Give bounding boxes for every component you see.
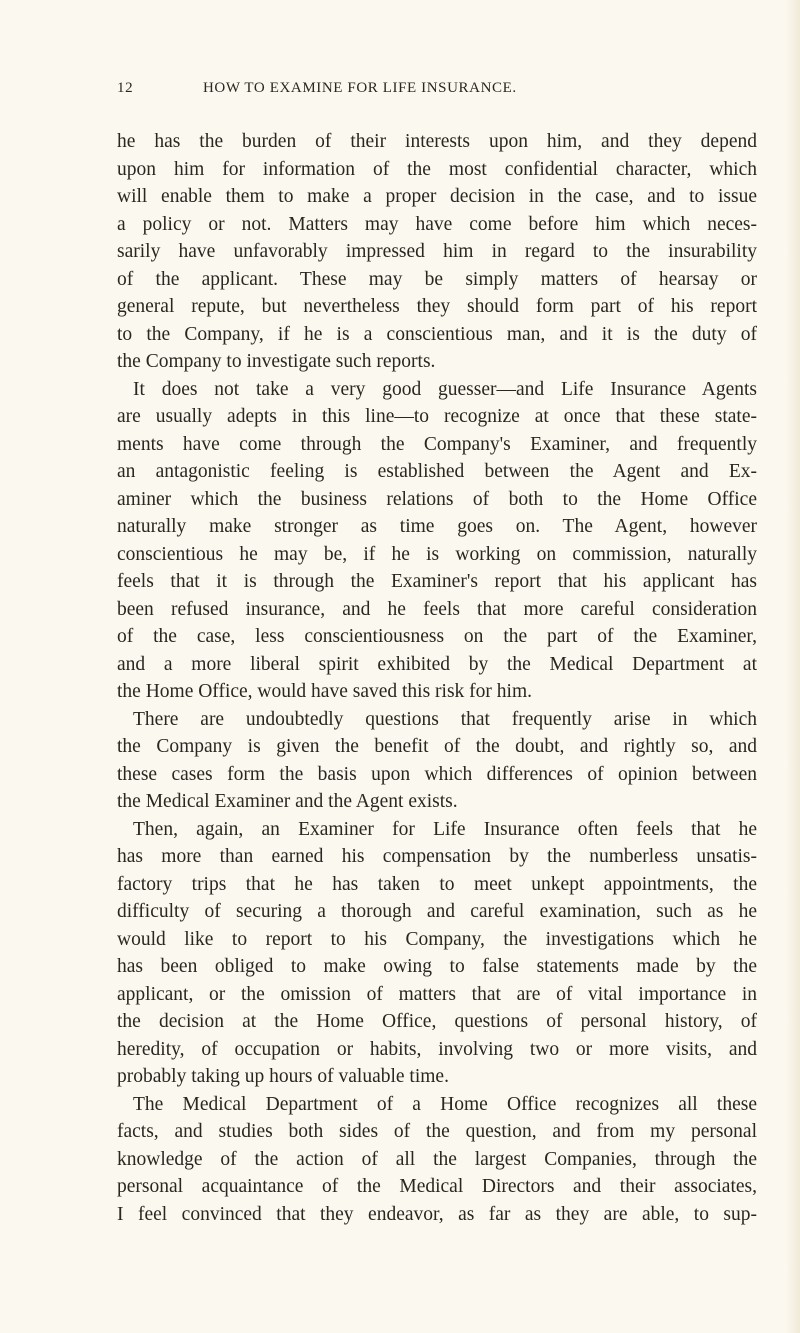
text-line: Then, again, an Examiner for Life Insurance often feels that he <box>133 818 757 840</box>
text-line: the Company to investigate such reports. <box>117 351 436 372</box>
text-line: upon him for information of the most confidential character, which <box>117 158 757 180</box>
text-line: probably taking up hours of valuable time. <box>117 1066 449 1087</box>
text-line: are usually adepts in this line—to recognize at once that these state- <box>117 406 757 427</box>
text-line: the decision at the Home Office, questions of personal history, of <box>117 1011 757 1032</box>
text-line: The Medical Department of a Home Office recognizes all these <box>133 1093 757 1115</box>
text-line: the Company is given the benefit of the doubt, and rightly so, and <box>117 736 757 757</box>
text-line: conscientious he may be, if he is working on commission, naturally <box>117 543 757 565</box>
running-head-title: HOW TO EXAMINE FOR LIFE INSURANCE. <box>203 80 517 96</box>
text-line: he has the burden of their interests upon him, and they depend <box>117 131 757 152</box>
text-line: naturally make stronger as time goes on. The Agent, however <box>117 516 757 537</box>
text-line: has been obliged to make owing to false statements made by the <box>117 956 757 977</box>
text-line: has more than earned his compensation by the numberless unsatis- <box>117 846 757 867</box>
text-line: a policy or not. Matters may have come before him which neces- <box>117 213 757 235</box>
text-line: aminer which the business relations of both to the Home Office <box>117 488 757 510</box>
text-line: It does not take a very good guesser—and Life Insurance Agents <box>133 378 757 400</box>
text-line: the Home Office, would have saved this risk for him. <box>117 681 533 702</box>
text-line: personal acquaintance of the Medical Directors and their associates, <box>117 1176 757 1197</box>
text-line: factory trips that he has taken to meet unkept appointments, the <box>117 873 757 895</box>
text-line: the Medical Examiner and the Agent exists. <box>117 791 458 812</box>
body-text <box>117 128 757 1228</box>
text-line: facts, and studies both sides of the question, and from my personal <box>117 1121 757 1142</box>
text-line: and a more liberal spirit exhibited by the Medical Department at <box>117 653 757 675</box>
text-line: to the Company, if he is a conscientious man, and it is the duty of <box>117 323 757 345</box>
text-line: ments have come through the Company's Examiner, and frequently <box>117 433 757 455</box>
text-line: of the case, less conscientiousness on the part of the Examiner, <box>117 626 757 647</box>
text-line: would like to report to his Company, the investigations which he <box>117 928 757 950</box>
text-line: general repute, but nevertheless they should form part of his report <box>117 296 757 317</box>
text-line: applicant, or the omission of matters that are of vital importance in <box>117 983 757 1005</box>
page-number: 12 <box>117 80 134 96</box>
text-line: I feel convinced that they endeavor, as far as they are able, to sup- <box>117 1203 757 1225</box>
running-head <box>117 80 757 104</box>
text-line: heredity, of occupation or habits, involving two or more visits, and <box>117 1038 757 1060</box>
text-line: of the applicant. These may be simply matters of hearsay or <box>117 268 757 290</box>
text-line: knowledge of the action of all the largest Companies, through the <box>117 1148 757 1170</box>
text-line: difficulty of securing a thorough and careful examination, such as he <box>117 901 757 922</box>
text-line: these cases form the basis upon which differences of opinion between <box>117 763 757 785</box>
page-edge-shadow <box>786 0 800 1333</box>
text-line: sarily have unfavorably impressed him in regard to the insurability <box>117 241 757 262</box>
text-line: an antagonistic feeling is established between the Agent and Ex- <box>117 461 757 482</box>
text-line: feels that it is through the Examiner's report that his applicant has <box>117 571 757 592</box>
text-line: There are undoubtedly questions that frequently arise in which <box>133 708 757 730</box>
text-line: will enable them to make a proper decision in the case, and to issue <box>117 186 757 207</box>
text-line: been refused insurance, and he feels that more careful consideration <box>117 598 757 620</box>
